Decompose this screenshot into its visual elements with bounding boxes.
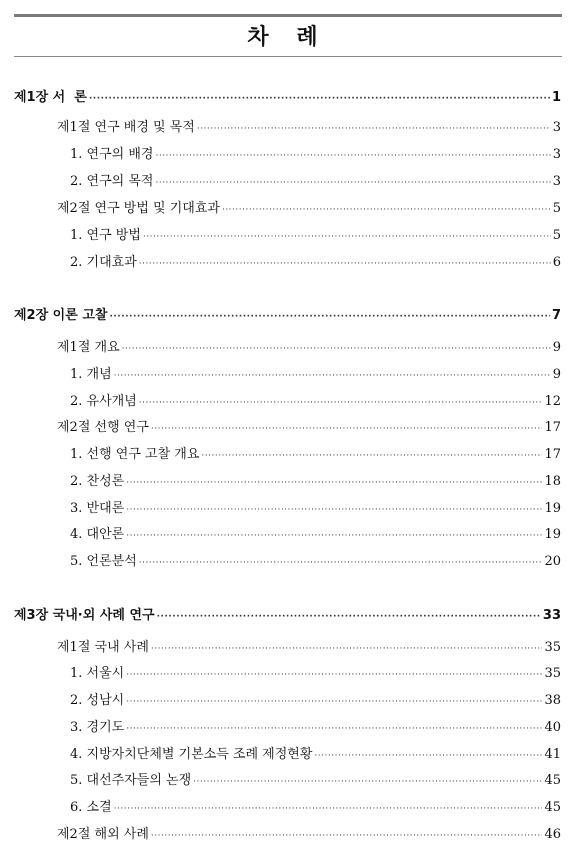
toc-leader-dots [151,644,543,654]
toc-entry-page-number: 17 [544,420,561,435]
toc-entry-page-number: 19 [544,527,561,542]
toc-entry-label: 제2절 선행 연구 [57,420,149,435]
toc-entry-item[interactable] [70,224,561,246]
toc-entry-chapter[interactable] [14,86,561,108]
toc-entry-label: 제1장 서 론 [14,90,87,105]
toc-entry-page-number: 3 [552,147,561,162]
toc-entry-item[interactable] [70,689,561,711]
toc-leader-dots [197,124,551,134]
toc-entry-page-number: 5 [552,228,561,243]
toc-entry-section[interactable] [57,197,561,219]
toc-leader-dots [139,398,543,408]
toc-entry-page-number: 19 [544,501,561,516]
toc-entry-page-number: 45 [544,773,561,788]
toc-leader-dots [314,751,542,761]
toc-entry-label: 1. 선행 연구 고찰 개요 [70,447,200,462]
toc-leader-dots [126,505,542,515]
toc-entry-item[interactable] [70,716,561,738]
toc-entry-page-number: 18 [544,474,561,489]
toc-entry-page-number: 20 [544,554,561,569]
toc-entry-label: 5. 대선주자들의 논쟁 [70,773,192,788]
toc-entry-page-number: 41 [544,747,561,762]
toc-entry-page-number: 35 [544,666,561,681]
toc-entry-item[interactable] [70,743,561,765]
toc-leader-dots [222,205,551,215]
toc-entry-item[interactable] [70,363,561,385]
toc-leader-dots [193,777,542,787]
toc-entry-label: 2. 기대효과 [70,255,137,270]
toc-entry-label: 1. 연구 방법 [70,228,141,243]
toc-entry-label: 3. 경기도 [70,720,125,735]
toc-entry-page-number: 1 [551,90,561,105]
toc-entry-label: 제2절 해외 사례 [57,827,149,842]
toc-entry-item[interactable] [70,390,561,412]
toc-entry-item[interactable] [70,443,561,465]
toc-entry-section[interactable] [57,636,561,658]
toc-entry-page-number: 40 [544,720,561,735]
toc-leader-dots [109,312,550,322]
toc-leader-dots [151,424,543,434]
toc-leader-dots [139,558,543,568]
toc-entry-label: 1. 개념 [70,367,112,382]
toc-entry-label: 제2장 이론 고찰 [14,308,108,323]
toc-entry-page-number: 3 [552,174,561,189]
toc-entry-label: 6. 소결 [70,800,112,815]
toc-entry-page-number: 6 [552,255,561,270]
toc-entry-item[interactable] [70,470,561,492]
toc-leader-dots [126,478,542,488]
toc-entry-label: 제1절 개요 [57,340,120,355]
toc-leader-dots [114,371,551,381]
toc-leader-dots [126,531,542,541]
toc-entry-item[interactable] [70,662,561,684]
toc-leader-dots [126,670,542,680]
toc-entry-item[interactable] [70,523,561,545]
page-title: 차 례 [247,25,328,50]
toc-entry-page-number: 33 [542,608,561,623]
toc-entry-page-number: 12 [544,394,561,409]
toc-entry-page-number: 3 [552,120,561,135]
toc-entry-section[interactable] [57,823,561,845]
toc-entry-chapter[interactable] [14,604,561,626]
toc-leader-dots [155,151,550,161]
toc-entry-label: 2. 성남시 [70,693,125,708]
title-bottom-rule [14,56,562,57]
toc-entry-label: 2. 찬성론 [70,474,125,489]
toc-leader-dots [89,94,550,104]
toc-entry-page-number: 9 [552,367,561,382]
toc-entry-section[interactable] [57,116,561,138]
toc-leader-dots [114,804,543,814]
toc-leader-dots [143,232,551,242]
toc-entry-section[interactable] [57,336,561,358]
toc-entry-page-number: 38 [544,693,561,708]
toc-entry-page-number: 45 [544,800,561,815]
toc-entry-page-number: 35 [544,640,561,655]
toc-entry-label: 제1절 국내 사례 [57,640,149,655]
toc-entry-item[interactable] [70,769,561,791]
toc-entry-label: 제2절 연구 방법 및 기대효과 [57,201,220,216]
toc-entry-page-number: 17 [544,447,561,462]
toc-entry-item[interactable] [70,251,561,273]
title-top-rule [14,14,562,17]
toc-leader-dots [126,724,542,734]
toc-entry-chapter[interactable] [14,304,561,326]
toc-entry-item[interactable] [70,550,561,572]
toc-entry-label: 1. 서울시 [70,666,125,681]
toc-leader-dots [151,831,543,841]
toc-leader-dots [201,451,542,461]
toc-entry-item[interactable] [70,796,561,818]
toc-entry-label: 3. 반대론 [70,501,125,516]
toc-leader-dots [155,178,550,188]
toc-entry-label: 1. 연구의 배경 [70,147,154,162]
toc-entry-page-number: 5 [552,201,561,216]
toc-entry-page-number: 7 [551,308,561,323]
toc-entry-label: 제1절 연구 배경 및 목적 [57,120,195,135]
toc-entry-page-number: 9 [552,340,561,355]
toc-entry-section[interactable] [57,416,561,438]
toc-leader-dots [157,612,541,622]
toc-entry-item[interactable] [70,497,561,519]
toc-entry-item[interactable] [70,143,561,165]
toc-entry-label: 제3장 국내·외 사례 연구 [14,608,155,623]
toc-entry-page-number: 46 [544,827,561,842]
toc-leader-dots [139,259,551,269]
toc-entry-item[interactable] [70,170,561,192]
toc-entry-label: 4. 지방자치단체별 기본소득 조례 제정현황 [70,747,313,762]
toc-entry-label: 2. 연구의 목적 [70,174,154,189]
toc-entry-label: 2. 유사개념 [70,394,137,409]
toc-leader-dots [122,344,551,354]
toc-leader-dots [126,697,542,707]
toc-entry-label: 4. 대안론 [70,527,125,542]
toc-entry-label: 5. 언론분석 [70,554,137,569]
